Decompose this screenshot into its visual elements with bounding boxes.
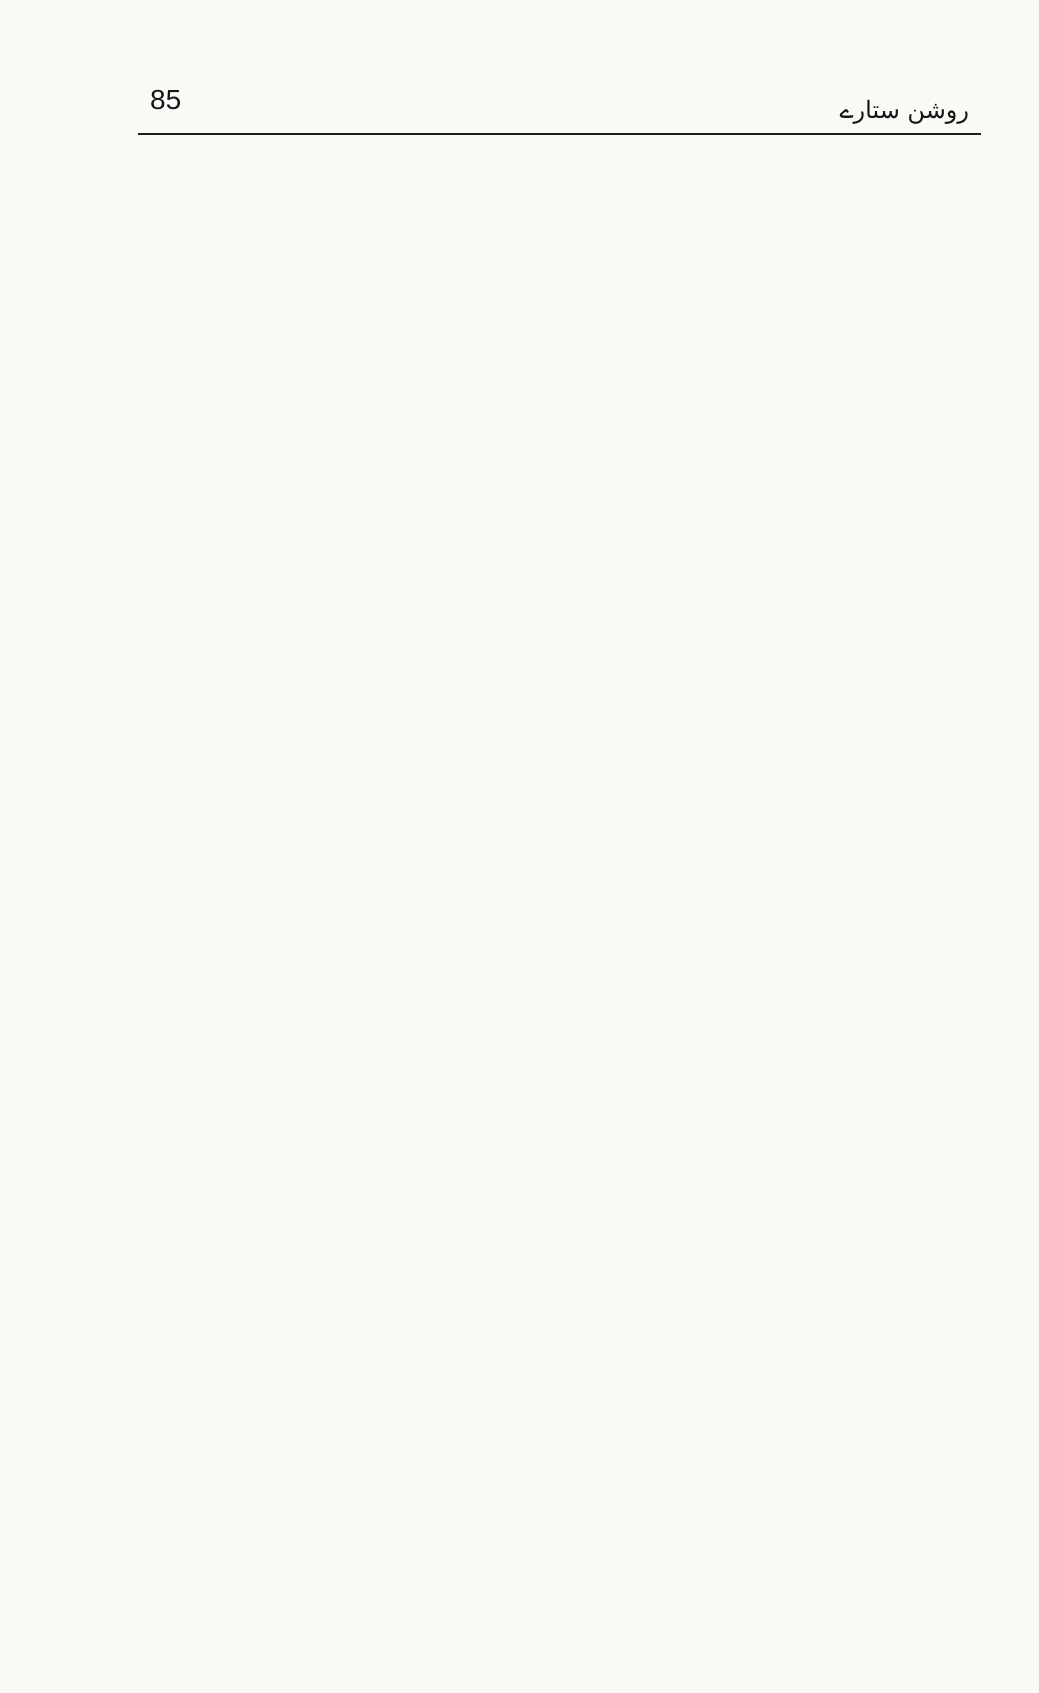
page-number: 85 bbox=[150, 84, 182, 115]
header-rule bbox=[138, 133, 981, 135]
running-head: روشن ستارے bbox=[839, 96, 969, 124]
